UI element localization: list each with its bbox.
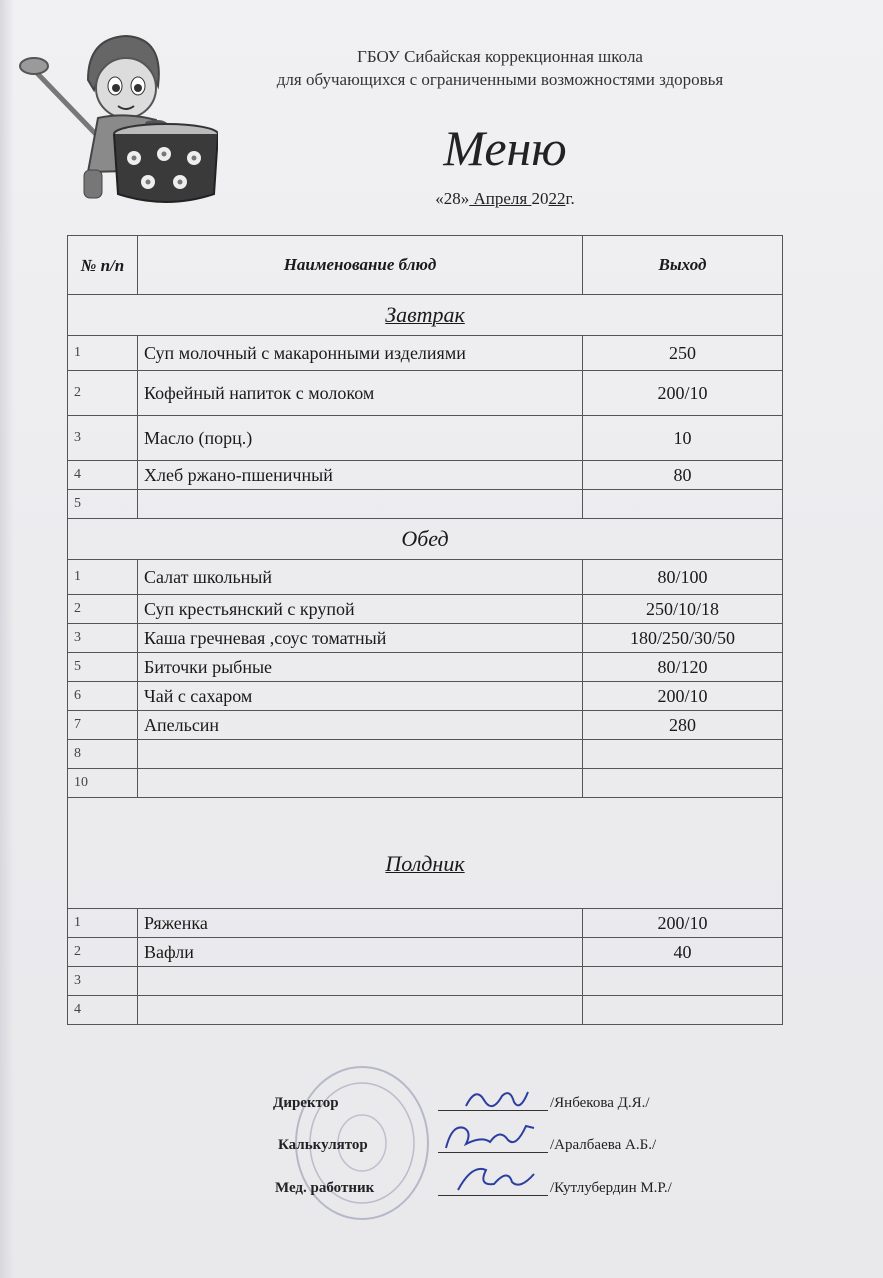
date-year-unit: г. [565, 189, 575, 208]
portion [583, 769, 783, 798]
section-title: Полдник [385, 851, 465, 876]
table-row [68, 653, 783, 682]
row-number: 3 [68, 416, 138, 461]
column-header-number: № п/п [68, 236, 138, 295]
portion: 200/10 [583, 371, 783, 416]
table-row [68, 624, 783, 653]
medic-signature [452, 1156, 542, 1198]
menu-table [67, 235, 783, 1025]
medic-name: /Кутлубердин М.Р./ [550, 1180, 672, 1196]
row-number: 6 [68, 682, 138, 711]
table-row [68, 967, 783, 996]
date-year-suffix: 22 [548, 189, 566, 208]
date-day: «28» [435, 189, 470, 208]
director-signature [462, 1082, 532, 1116]
portion: 180/250/30/50 [583, 624, 783, 653]
dish-name [138, 967, 583, 996]
row-number: 3 [68, 967, 138, 996]
portion [583, 490, 783, 519]
section-title: Завтрак [385, 302, 465, 327]
row-number: 2 [68, 371, 138, 416]
row-number: 10 [68, 769, 138, 798]
row-number: 8 [68, 740, 138, 769]
date-year-prefix: 20 [531, 189, 549, 208]
page-edge-shadow [0, 0, 14, 1278]
portion: 80/100 [583, 560, 783, 595]
dish-name: Хлеб ржано-пшеничный [138, 461, 583, 490]
dish-name: Салат школьный [138, 560, 583, 595]
dish-name: Каша гречневая ,соус томатный [138, 624, 583, 653]
section-header-lunch [68, 519, 783, 560]
menu-date [300, 189, 710, 209]
director-name: /Янбекова Д.Я./ [550, 1095, 650, 1111]
portion [583, 967, 783, 996]
page-title: Меню [443, 120, 567, 176]
column-header-dish-name: Наименование блюд [138, 236, 583, 295]
table-row [68, 416, 783, 461]
portion: 200/10 [583, 682, 783, 711]
portion: 280 [583, 711, 783, 740]
table-row [68, 336, 783, 371]
dish-name: Вафли [138, 938, 583, 967]
cook-mascot-illustration [18, 20, 218, 210]
portion: 40 [583, 938, 783, 967]
dish-name: Апельсин [138, 711, 583, 740]
calculator-signature [442, 1118, 542, 1158]
row-number: 2 [68, 595, 138, 624]
row-number: 5 [68, 490, 138, 519]
table-row [68, 740, 783, 769]
dish-name: Кофейный напиток с молоком [138, 371, 583, 416]
row-number: 1 [68, 909, 138, 938]
portion [583, 996, 783, 1025]
section-header-breakfast [68, 295, 783, 336]
row-number: 3 [68, 624, 138, 653]
table-row [68, 490, 783, 519]
row-number: 2 [68, 938, 138, 967]
dish-name: Биточки рыбные [138, 653, 583, 682]
table-row [68, 560, 783, 595]
table-row [68, 996, 783, 1025]
column-header-portion: Выход [583, 236, 783, 295]
dish-name [138, 490, 583, 519]
row-number: 4 [68, 996, 138, 1025]
table-row [68, 711, 783, 740]
date-month: Апреля [469, 189, 532, 208]
section-title: Обед [401, 526, 449, 551]
portion: 10 [583, 416, 783, 461]
dish-name [138, 996, 583, 1025]
school-name-line2: для обучающихся с ограниченными возможностями здоровья [276, 70, 724, 89]
table-row [68, 909, 783, 938]
table-row [68, 938, 783, 967]
dish-name: Суп молочный с макаронными изделиями [138, 336, 583, 371]
dish-name: Суп крестьянский с крупой [138, 595, 583, 624]
portion: 80 [583, 461, 783, 490]
row-number: 4 [68, 461, 138, 490]
dish-name: Чай с сахаром [138, 682, 583, 711]
row-number: 5 [68, 653, 138, 682]
dish-name [138, 769, 583, 798]
row-number: 1 [68, 336, 138, 371]
table-row [68, 595, 783, 624]
director-label: Директор [273, 1095, 339, 1111]
portion: 250/10/18 [583, 595, 783, 624]
portion: 80/120 [583, 653, 783, 682]
table-row [68, 769, 783, 798]
table-row [68, 371, 783, 416]
school-name-line1: ГБОУ Сибайская коррекционная школа [357, 47, 643, 66]
row-number: 7 [68, 711, 138, 740]
medic-label: Мед. работник [275, 1180, 375, 1196]
portion: 250 [583, 336, 783, 371]
table-row [68, 461, 783, 490]
calculator-label: Калькулятор [278, 1137, 368, 1153]
portion [583, 740, 783, 769]
row-number: 1 [68, 560, 138, 595]
table-row [68, 682, 783, 711]
calculator-name: /Аралбаева А.Б./ [550, 1137, 657, 1153]
section-header-afternoon-snack [68, 798, 783, 909]
dish-name: Ряженка [138, 909, 583, 938]
dish-name [138, 740, 583, 769]
portion: 200/10 [583, 909, 783, 938]
dish-name: Масло (порц.) [138, 416, 583, 461]
